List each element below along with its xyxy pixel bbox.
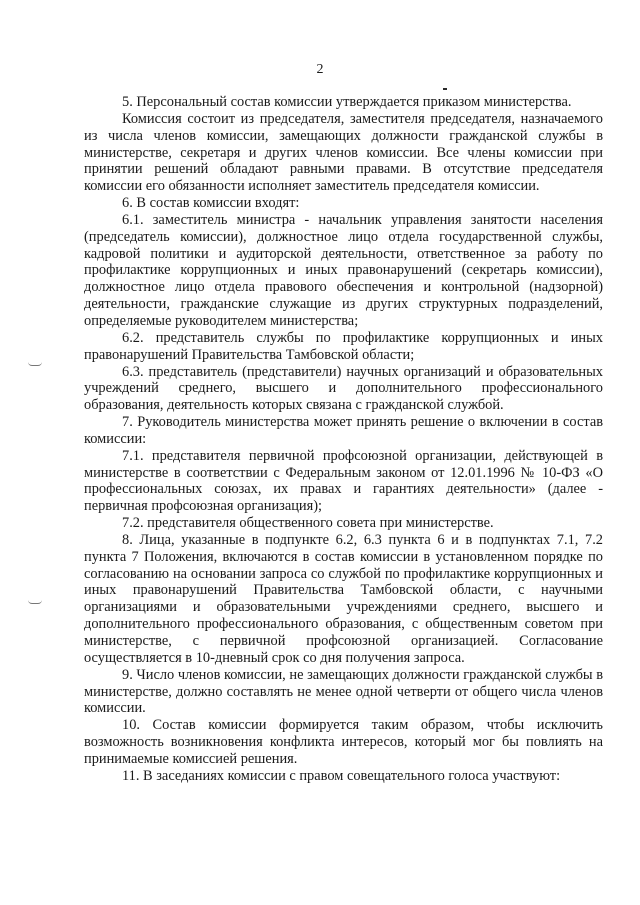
paragraph-6-2: 6.2. представитель службы по профилактике коррупционных и иных правонарушений Правительства Тамбовской области; (84, 329, 603, 363)
margin-mark (28, 362, 42, 366)
paragraph-7-2: 7.2. представителя общественного совета при министерстве. (122, 515, 494, 532)
paragraph-6-3: 6.3. представитель (представители) научных организаций и образовательных учреждений среднего, высшего и дополнительного профессионального образования, деятельность которых связана с гражданской службой. (84, 363, 603, 414)
document-body (84, 94, 603, 785)
paragraph-9: 9. Число членов комиссии, не замещающих должности гражданской службы в министерстве, должно составлять не менее одной четверти от общего числа членов комиссии. (84, 666, 603, 717)
paragraph-7-1: 7.1. представителя первичной профсоюзной организации, действующей в министерстве в соответствии с Федеральным законом от 12.01.1996 № 10-ФЗ «О профессиональных союзах, их правах и гарантиях деятельности» (далее - первичная профсоюзная организация); (84, 447, 603, 515)
paragraph-8: 8. Лица, указанные в подпункте 6.2, 6.3 пункта 6 и в подпунктах 7.1, 7.2 пункта 7 Положения, включаются в состав комиссии в установленном порядке по согласованию на основании запроса со службой по профилактике коррупционных и иных правонарушений Правительства Тамбовской области, с научными организациями и образовательными учреждениями среднего, высшего и дополнительного профессионального образования, с общественным советом при министерстве, с первичной профсоюзной организацией. Согласование осуществляется в 10-дневный срок со дня получения запроса. (84, 531, 603, 666)
paragraph-11: 11. В заседаниях комиссии с правом совещательного голоса участвуют: (122, 767, 561, 784)
paragraph-10: 10. Состав комиссии формируется таким образом, чтобы исключить возможность возникновения конфликта интересов, который мог бы повлиять на принимаемые комиссией решения. (84, 717, 603, 767)
paragraph-5-commission: Комиссия состоит из председателя, заместителя председателя, назначаемого из числа членов комиссии, замещающих должности гражданской службы в министерстве, секретаря и других членов комиссии. Все члены комиссии при принятии решений обладают равными правами. В отсутствие председателя комиссии его обязанности исполняет заместитель председателя комиссии. (84, 110, 603, 195)
page-number: 2 (316, 62, 324, 77)
paragraph-6: 6. В состав комиссии входят: (122, 195, 300, 212)
paragraph-5: 5. Персональный состав комиссии утверждается приказом министерства. (122, 94, 572, 110)
scan-speck (443, 88, 447, 90)
margin-mark (28, 600, 42, 604)
paragraph-6-1: 6.1. заместитель министра - начальник управления занятости населения (председатель комиссии), должностное лицо отдела государственной службы, кадровой политики и аудиторской деятельности, ответственное за работу по профилактике коррупционных и иных правонарушений (секретарь комиссии), должностное лицо отдела правового обеспечения и контрольной (надзорной) деятельности, гражданские служащие из других структурных подразделений, определяемые руководителем министерства; (84, 211, 603, 329)
paragraph-7: 7. Руководитель министерства может принять решение о включении в состав комиссии: (84, 414, 603, 447)
